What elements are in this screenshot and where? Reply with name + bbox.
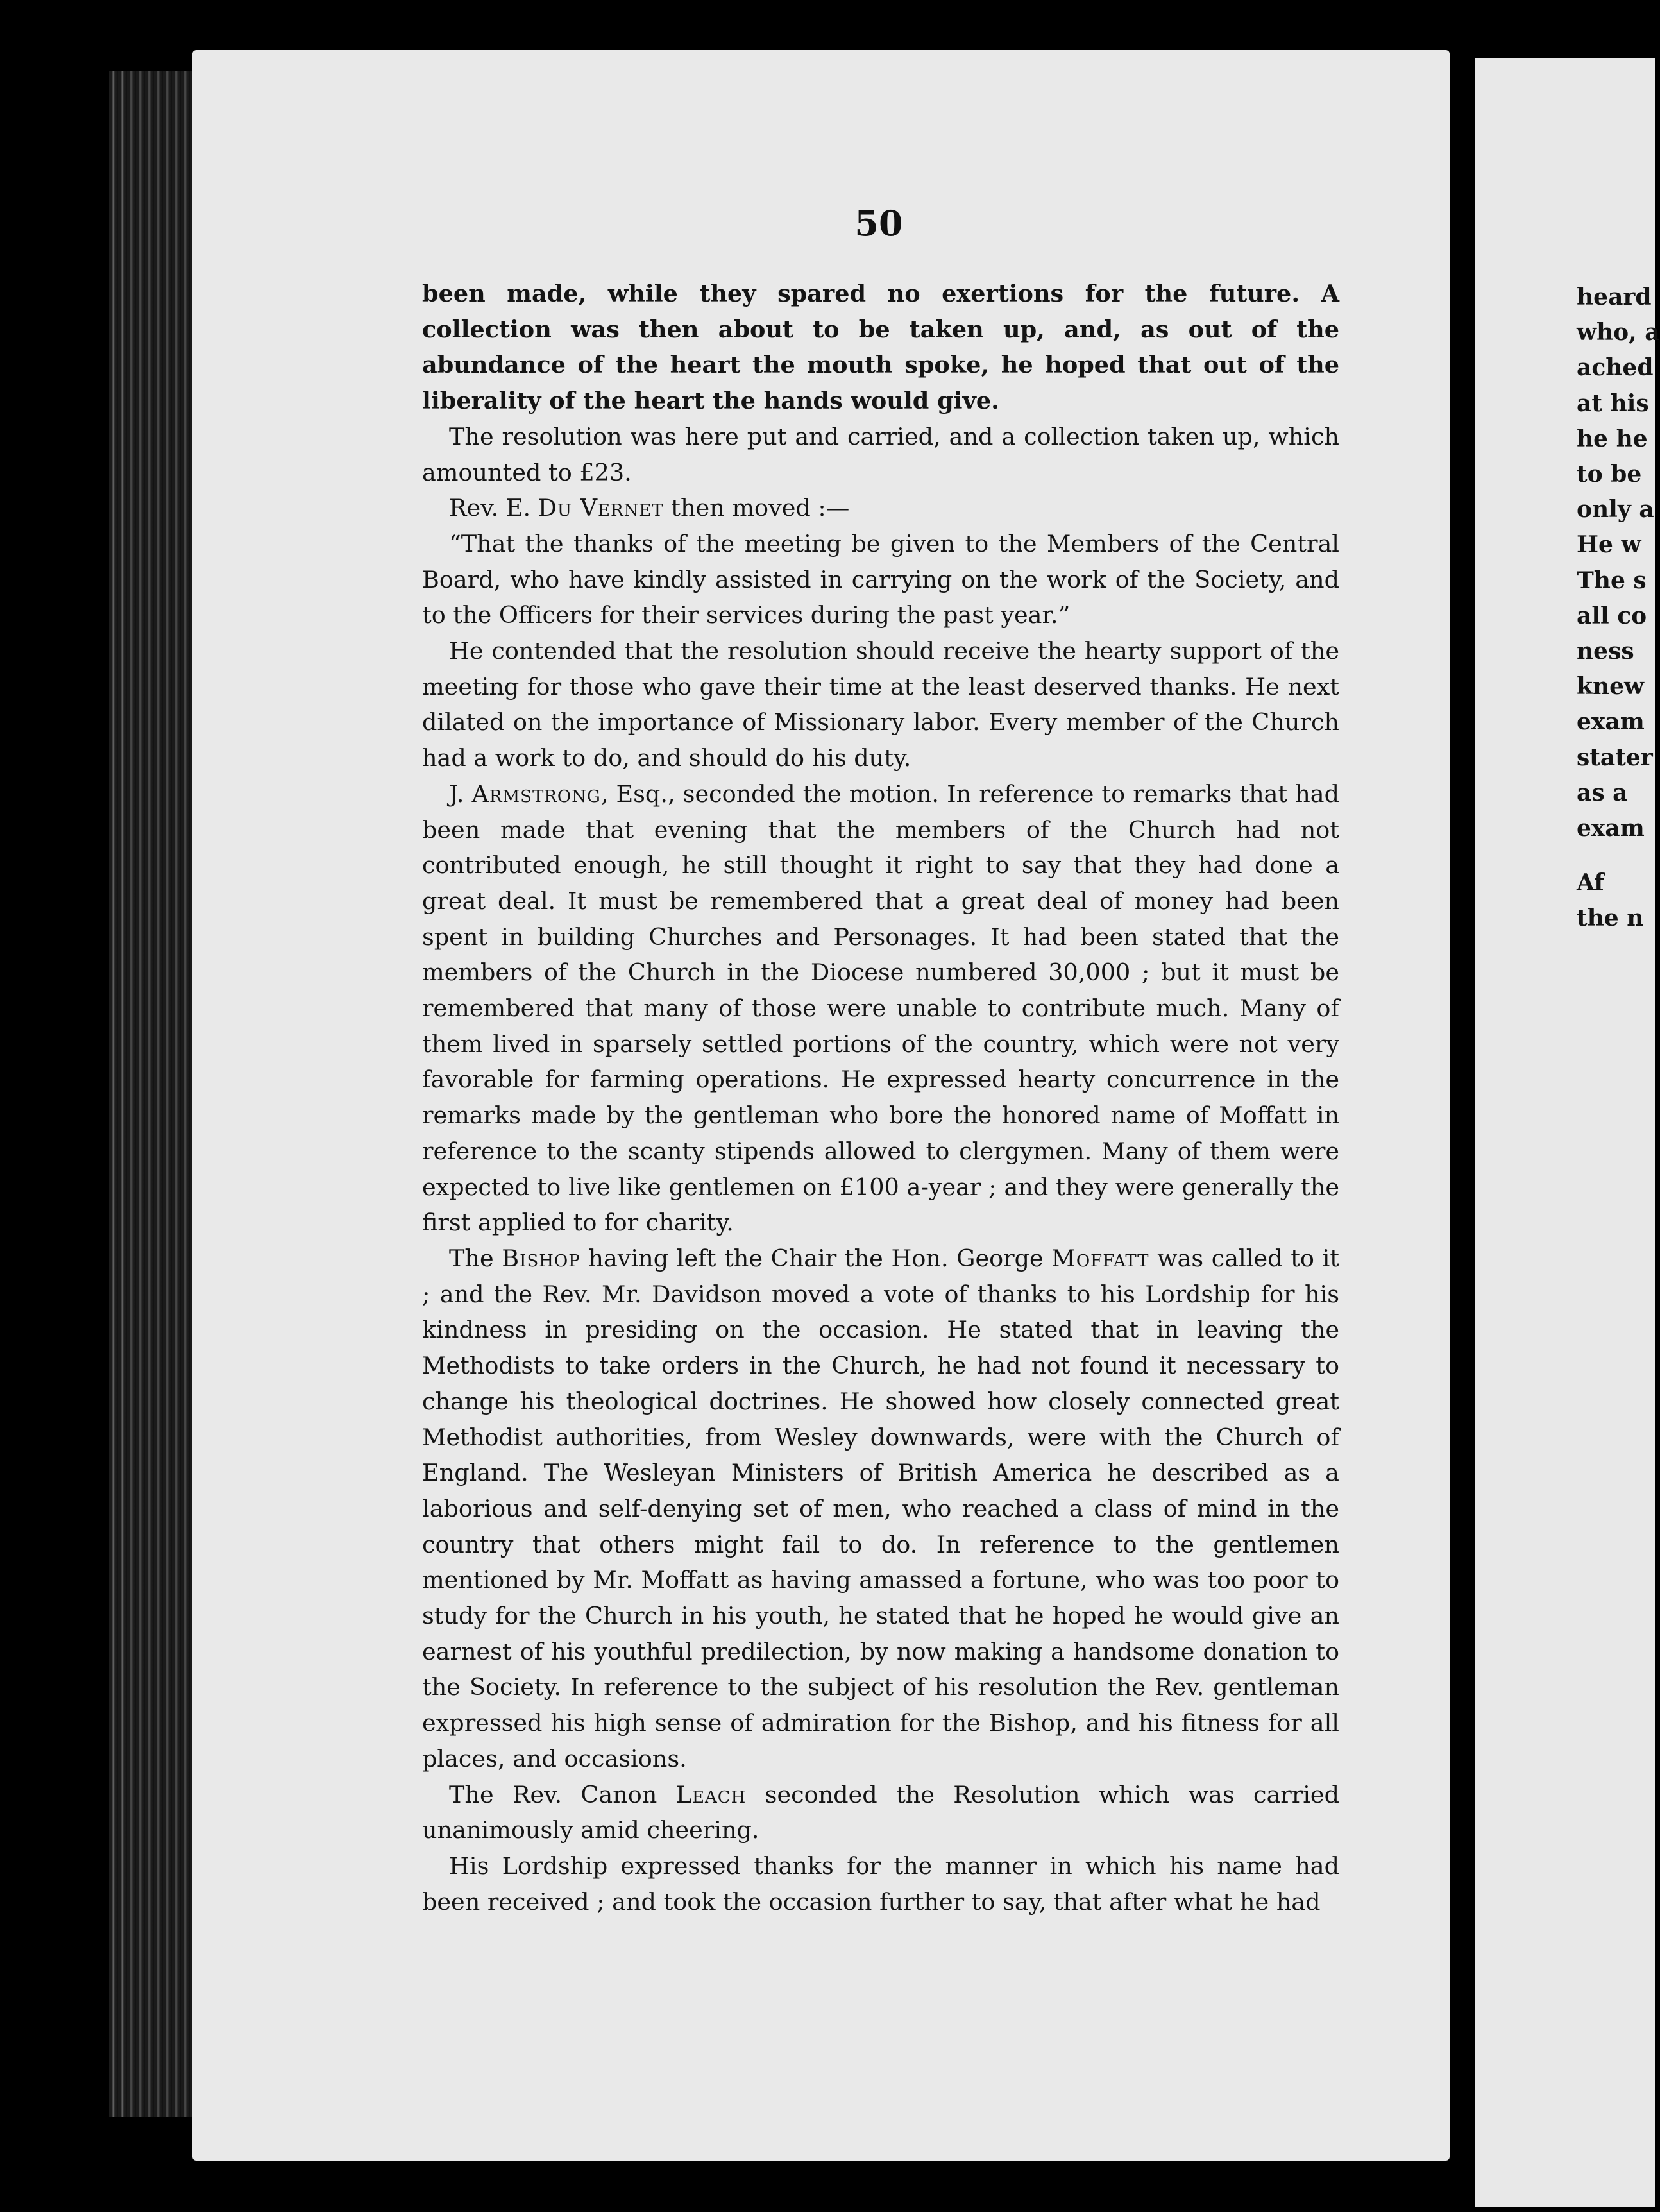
speaker-name: Bishop <box>502 1244 580 1272</box>
speaker-name: Leach <box>675 1780 747 1808</box>
speaker-name: Du Vernet <box>538 494 664 522</box>
paragraph: The resolution was here put and carried, and a collection taken up, which amounted to £23. <box>422 422 1339 486</box>
paragraph <box>422 1241 1339 1777</box>
right-page-text <box>1577 280 1660 937</box>
paragraph <box>422 1777 1339 1848</box>
right-page-line: heard <box>1577 284 1652 311</box>
right-page-line: exam <box>1577 708 1645 736</box>
paragraph-middle: having left the Chair the Hon. George <box>580 1244 1052 1272</box>
right-page-line: who, a <box>1577 319 1660 346</box>
right-page-line: ached <box>1577 354 1654 382</box>
paragraph: He contended that the resolution should receive the hearty support of the meeting for those who gave their time at the least deserved thanks. He next dilated on the importance of Missionary labor. Every member of the Church had a work to do, and should do his duty. <box>422 637 1339 772</box>
paragraph-prefix: The Rev. Canon <box>449 1780 676 1808</box>
book-page-edges <box>109 71 199 2117</box>
speaker-name: Moffatt <box>1051 1244 1149 1272</box>
right-page-line: exam <box>1577 815 1645 842</box>
paragraph: His Lordship expressed thanks for the manner in which his name had been received ; and took the occasion further to say, that after what he had <box>422 1851 1339 1916</box>
right-page-line: as a <box>1577 779 1628 806</box>
paragraph-text: , Esq., seconded the motion. In reference to remarks that had been made that evening that the members of the Church had not contributed enough, he still thought it right to say that they had done a great deal. It must be remembered that a great deal of money had been spent in building Churches and Personages. It had been stated that the members of the Church in the Diocese numbered 30,000 ; but it must be remembered that many of those were unable to contribute much. Many of them lived in sparsely settled portions of the country, which were not very favorable for farming operations. He expressed hearty concurrence in the remarks made by the gentleman who bore the honored name of Moffatt in reference to the scanty stipends allowed to clergymen. Many of them were expected to live like gentlemen on £100 a-year ; and they were generally the first applied to for charity. <box>422 779 1339 1237</box>
right-page-line: The s <box>1577 566 1647 594</box>
paragraph-text: then moved :— <box>663 494 850 522</box>
resolution-quote: “That the thanks of the meeting be given to the Members of the Central Board, who have kindly assisted in carrying on the work of the Society, and to the Officers for their services during the past year.” <box>422 529 1339 629</box>
paragraph-text: seconded the Resolution which was carried unanimously amid cheering. <box>422 1780 1339 1844</box>
paragraph-prefix: Rev. E. <box>449 494 538 522</box>
paragraph: been made, while they spared no exertions for the future. A collection was then about to be taken up, and, as out of the abundance of the heart the mouth spoke, he hoped that out of the liberality of the heart the hands would give. <box>422 280 1339 415</box>
paragraph-prefix: J. <box>449 779 472 808</box>
right-page-line: at his <box>1577 389 1649 417</box>
paragraph-prefix: The <box>449 1244 502 1272</box>
right-page-line: to be <box>1577 461 1642 488</box>
right-page-line: he he <box>1577 425 1648 452</box>
paragraph <box>422 490 1339 526</box>
paragraph <box>422 776 1339 1241</box>
paragraph-text: was called to it ; and the Rev. Mr. Davidson moved a vote of thanks to his Lordship for his kindness in presiding on the occasion. He stated that in leaving the Methodists to take orders in the Church, he had not found it necessary to change his theological doctrines. He showed how closely connected great Methodist authorities, from Wesley downwards, were with the Church of England. The Wesleyan Ministers of British America he described as a laborious and self-denying set of men, who reached a class of mind in the country that others might fail to do. In reference to the gentlemen mentioned by Mr. Moffatt as having amassed a fortune, who was too poor to study for the Church in his youth, he stated that he hoped he would give an earnest of his youthful predilection, by now making a handsome donation to the Society. In reference to the subject of his resolution the Rev. gentleman expressed his high sense of admiration for the Bishop, and his fitness for all places, and occasions. <box>422 1244 1340 1773</box>
right-page-line: all co <box>1577 602 1647 629</box>
right-page-line: knew <box>1577 673 1645 701</box>
page-number: 50 <box>854 203 903 244</box>
right-page-line: Af <box>1577 869 1604 897</box>
speaker-name: Armstrong <box>471 779 601 808</box>
right-page-line: stater <box>1577 744 1653 771</box>
main-text <box>422 276 1339 1919</box>
right-page-line: He w <box>1577 531 1641 559</box>
right-page-line: the n <box>1577 905 1644 932</box>
right-page-line: ness <box>1577 638 1634 665</box>
right-page-line: only a <box>1577 496 1654 523</box>
